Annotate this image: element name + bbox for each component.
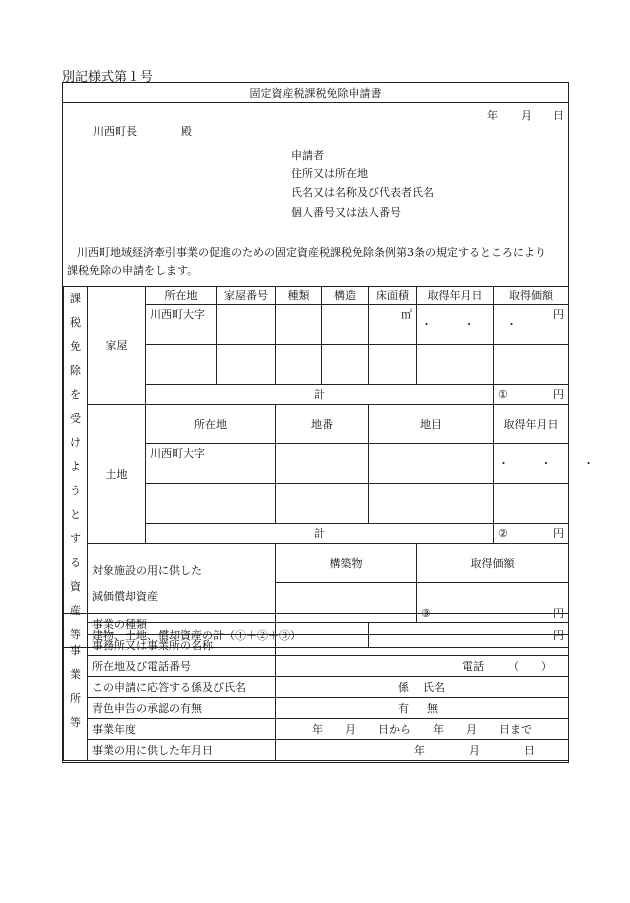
house-total-cell[interactable] bbox=[494, 385, 569, 405]
contact-name-label: 氏名 bbox=[423, 680, 445, 694]
house-structure-cell-2[interactable] bbox=[322, 345, 369, 385]
house-number-cell[interactable] bbox=[217, 305, 276, 345]
business-type-value[interactable] bbox=[276, 614, 569, 635]
depreciable-header-price: 取得価額 bbox=[417, 544, 569, 583]
house-acq-date-cell-2[interactable] bbox=[417, 345, 494, 385]
house-total-marker: ① bbox=[498, 388, 508, 401]
house-header-acq-price: 取得価額 bbox=[494, 287, 569, 305]
address-phone-value[interactable] bbox=[276, 656, 569, 677]
land-total-label: 計 bbox=[146, 524, 494, 544]
date-day: 日 bbox=[553, 109, 564, 122]
house-label: 家屋 bbox=[88, 287, 146, 405]
addressee-honorific: 殿 bbox=[181, 125, 192, 138]
form-header-area bbox=[63, 83, 568, 286]
land-header-acq-date: 取得年月日 bbox=[494, 405, 569, 444]
depreciable-header-structure: 構築物 bbox=[276, 544, 417, 583]
form-caption: 別記様式第１号 bbox=[62, 70, 154, 85]
land-header-location: 所在地 bbox=[146, 405, 276, 444]
contact-label: この申請に応答する係及び氏名 bbox=[88, 677, 276, 698]
land-category-cell[interactable] bbox=[369, 444, 494, 484]
application-form bbox=[62, 82, 608, 763]
blue-return-label: 青色申告の承認の有無 bbox=[88, 698, 276, 719]
fiscal-year-from: 年 月 日から bbox=[312, 722, 411, 736]
house-structure-cell[interactable] bbox=[322, 305, 369, 345]
business-table bbox=[63, 613, 569, 761]
business-vertical-label: 事 業 所 等 bbox=[64, 614, 88, 761]
start-date-text: 年 月 日 bbox=[414, 743, 535, 757]
office-name-value[interactable] bbox=[276, 635, 569, 656]
house-header-type: 種類 bbox=[276, 287, 322, 305]
land-location-cell[interactable]: 川西町大字 bbox=[146, 444, 276, 484]
house-area-cell-2[interactable] bbox=[369, 345, 417, 385]
house-number-cell-2[interactable] bbox=[217, 345, 276, 385]
house-location-cell[interactable]: 川西町大字 bbox=[146, 305, 217, 345]
phone-label: 電話 bbox=[462, 659, 484, 673]
land-lot-cell[interactable] bbox=[276, 444, 369, 484]
land-total-yen: 円 bbox=[553, 527, 564, 540]
applicant-number-label: 個人番号又は法人番号 bbox=[291, 206, 401, 219]
house-type-cell-2[interactable] bbox=[276, 345, 322, 385]
address-phone-label: 所在地及び電話番号 bbox=[88, 656, 276, 677]
assets-table bbox=[63, 286, 608, 648]
applicant-heading: 申請者 bbox=[291, 149, 324, 162]
house-total-yen: 円 bbox=[553, 388, 564, 401]
business-type-label: 事業の種類 bbox=[88, 614, 276, 635]
land-lot-cell-2[interactable] bbox=[276, 484, 369, 524]
depreciable-yen: 円 bbox=[553, 607, 564, 620]
blue-return-value[interactable] bbox=[276, 698, 569, 719]
form-title: 固定資産税課税免除申請書 bbox=[249, 87, 382, 100]
office-name-label: 事務所又は事業所の名称 bbox=[88, 635, 276, 656]
fiscal-year-value[interactable] bbox=[276, 719, 569, 740]
land-acq-date-cell-2[interactable] bbox=[494, 484, 569, 524]
fiscal-year-to: 年 月 日まで bbox=[433, 722, 532, 736]
contact-value[interactable] bbox=[276, 677, 569, 698]
body-text-line2: 課税免除の申請をします。 bbox=[67, 264, 199, 277]
land-acq-date-cell[interactable]: ・ ・ ・ bbox=[494, 444, 569, 484]
date-month: 月 bbox=[521, 109, 532, 122]
house-header-structure: 構造 bbox=[322, 287, 369, 305]
assets-vertical-label: 課 税 免 除 を 受 け よ う と す る 資 産 等 bbox=[64, 287, 88, 648]
house-header-acq-date: 取得年月日 bbox=[417, 287, 494, 305]
land-total-cell[interactable] bbox=[494, 524, 569, 544]
addressee-name: 川西町長 bbox=[93, 125, 137, 138]
depreciable-marker: ③ bbox=[421, 607, 431, 620]
blue-return-no[interactable]: 無 bbox=[427, 701, 438, 715]
house-price-cell[interactable]: 円 bbox=[494, 305, 569, 345]
house-location-cell-2[interactable] bbox=[146, 345, 217, 385]
land-total-marker: ② bbox=[498, 527, 508, 540]
grand-total-cell[interactable]: 円 bbox=[369, 623, 569, 648]
blue-return-yes[interactable]: 有 bbox=[398, 701, 409, 715]
depreciable-label: 対象施設の用に供した 減価償却資産 bbox=[88, 544, 276, 623]
house-price-cell-2[interactable] bbox=[494, 345, 569, 385]
land-header-category: 地目 bbox=[369, 405, 494, 444]
start-date-label: 事業の用に供した年月日 bbox=[88, 740, 276, 761]
phone-parens: （ ） bbox=[508, 659, 552, 673]
grand-total-label: 建物、土地、償却資産の計（①＋②＋③） bbox=[88, 623, 369, 648]
land-location-cell-2[interactable] bbox=[146, 484, 276, 524]
start-date-value[interactable] bbox=[276, 740, 569, 761]
land-category-cell-2[interactable] bbox=[369, 484, 494, 524]
house-total-label: 計 bbox=[146, 385, 494, 405]
contact-section-label: 係 bbox=[398, 680, 409, 694]
date-year: 年 bbox=[487, 109, 498, 122]
applicant-name-label: 氏名又は名称及び代表者氏名 bbox=[291, 186, 434, 199]
applicant-address-label: 住所又は所在地 bbox=[291, 167, 368, 180]
land-label: 土地 bbox=[88, 405, 146, 544]
house-header-location: 所在地 bbox=[146, 287, 217, 305]
house-area-cell[interactable]: ㎡ bbox=[369, 305, 417, 345]
land-header-lot-number: 地番 bbox=[276, 405, 369, 444]
house-type-cell[interactable] bbox=[276, 305, 322, 345]
house-header-floor-area: 床面積 bbox=[369, 287, 417, 305]
fiscal-year-label: 事業年度 bbox=[88, 719, 276, 740]
house-acq-date-cell[interactable]: ・ ・ ・ bbox=[417, 305, 494, 345]
body-text-line1: 川西町地域経済牽引事業の促進のための固定資産税課税免除条例第3条の規定するところにより bbox=[77, 246, 546, 259]
title-divider bbox=[63, 102, 568, 103]
house-header-number: 家屋番号 bbox=[217, 287, 276, 305]
